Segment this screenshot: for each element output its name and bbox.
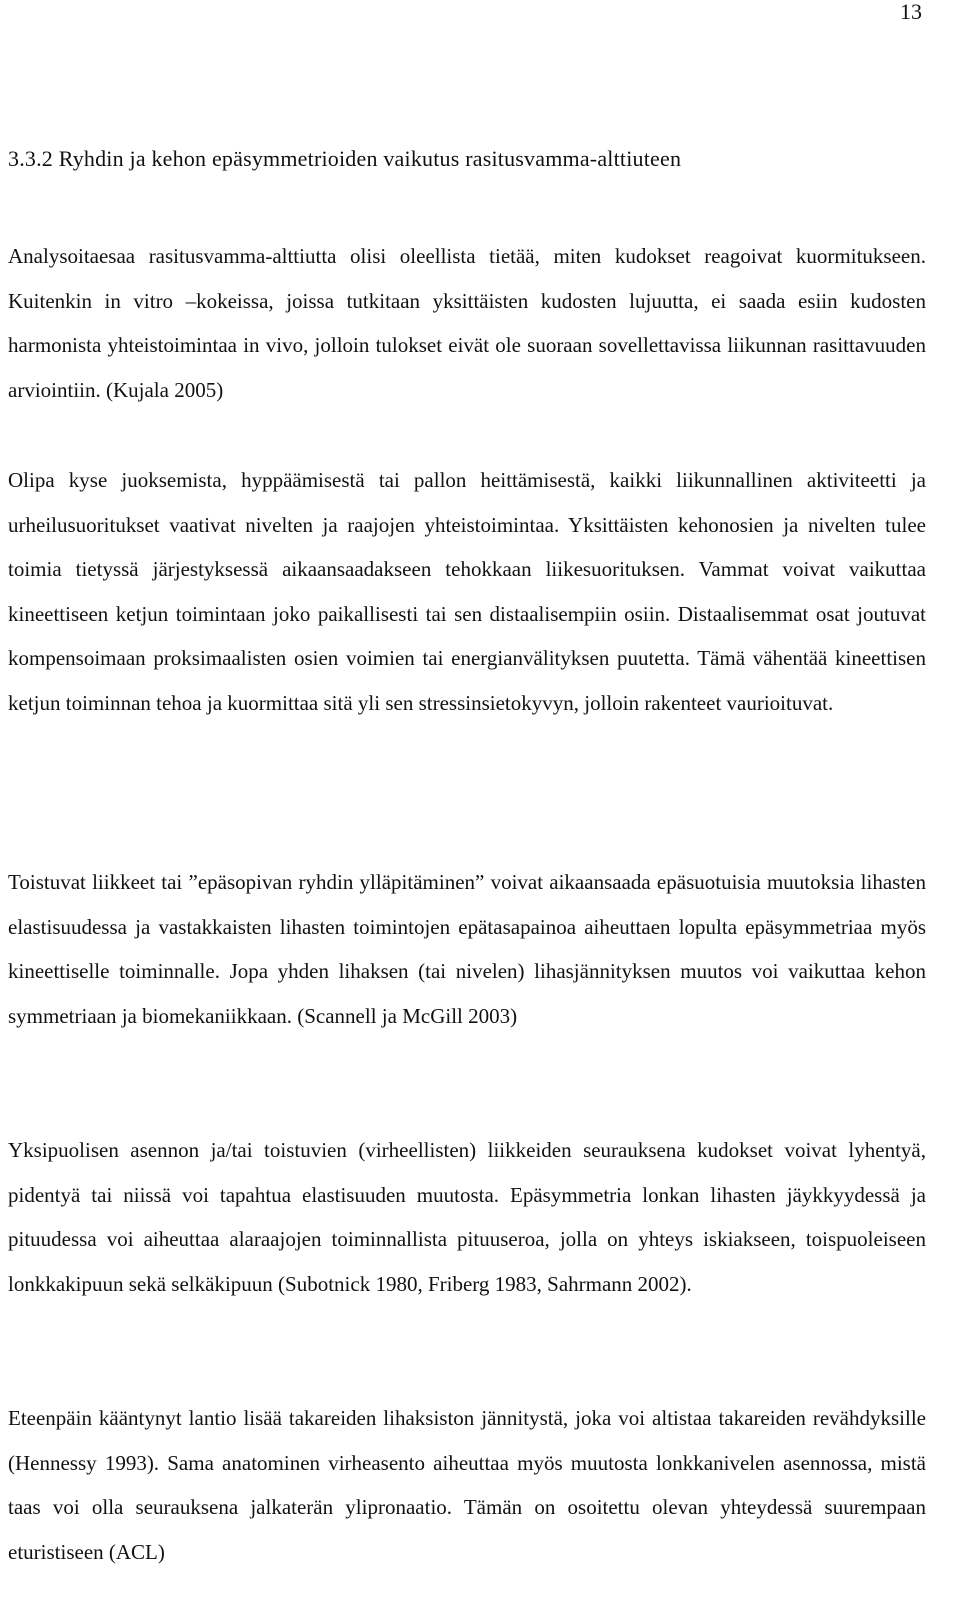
section-heading: 3.3.2 Ryhdin ja kehon epäsymmetrioiden vaikutus rasitusvamma-alttiuteen	[8, 146, 682, 171]
paragraph: Analysoitaesaa rasitusvamma-alttiutta olisi oleellista tietää, miten kudokset reagoivat kuormitukseen. Kuitenkin in vitro –kokeissa, joissa tutkitaan yksittäisten kudosten lujuutta, ei saada esiin kudosten harmonista yhteistoimintaa in vivo, jolloin tulokset eivät ole suoraan sovellettavissa liikunnan rasittavuuden arviointiin. (Kujala 2005)	[8, 244, 926, 402]
paragraph: Olipa kyse juoksemista, hyppäämisestä tai pallon heittämisestä, kaikki liikunnallinen aktiviteetti ja urheilusuoritukset vaativat nivelten ja raajojen yhteistoimintaa. Yksittäisten kehonosien ja nivelten tulee toimia tietyssä järjestyksessä aikaansaadakseen tehokkaan liikesuorituksen. Vammat voivat vaikuttaa kineettiseen ketjun toimintaan joko paikallisesti tai sen distaalisempiin osiin. Distaalisemmat osat joutuvat kompensoimaan proksimaalisten osien voimien tai energianvälityksen puutetta. Tämä vähentää kineettisen ketjun toiminnan tehoa ja kuormittaa sitä yli sen stressinsietokyvyn, jolloin rakenteet vaurioituvat.	[8, 468, 926, 715]
paragraph: Toistuvat liikkeet tai ”epäsopivan ryhdin ylläpitäminen” voivat aikaansaada epäsuotuisia muutoksia lihasten elastisuudessa ja vastakkaisten lihasten toimintojen epätasapainoa aiheuttaen lopulta epäsymmetriaa myös kineettiselle toiminnalle. Jopa yhden lihaksen (tai nivelen) lihasjännityksen muutos voi vaikuttaa kehon symmetriaan ja biomekaniikkaan. (Scannell ja McGill 2003)	[8, 870, 926, 1028]
paragraph: Eteenpäin kääntynyt lantio lisää takareiden lihaksiston jännitystä, joka voi altistaa takareiden revähdyksille (Hennessy 1993). Sama anatominen virheasento aiheuttaa myös muutosta lonkkanivelen asennossa, mistä taas voi olla seurauksena jalkaterän ylipronaatio. Tämän on osoitettu olevan yhteydessä suurempaan eturistiseen (ACL)	[8, 1406, 926, 1564]
page-number: 13	[900, 0, 922, 24]
paragraph: Yksipuolisen asennon ja/tai toistuvien (virheellisten) liikkeiden seurauksena kudokset voivat lyhentyä, pidentyä tai niissä voi tapahtua elastisuuden muutosta. Epäsymmetria lonkan lihasten jäykkyydessä ja pituudessa voi aiheuttaa alaraajojen toiminnallista pituuseroa, jolla on yhteys iskiakseen, toispuoleiseen lonkkakipuun sekä selkäkipuun (Subotnick 1980, Friberg 1983, Sahrmann 2002).	[8, 1138, 926, 1296]
